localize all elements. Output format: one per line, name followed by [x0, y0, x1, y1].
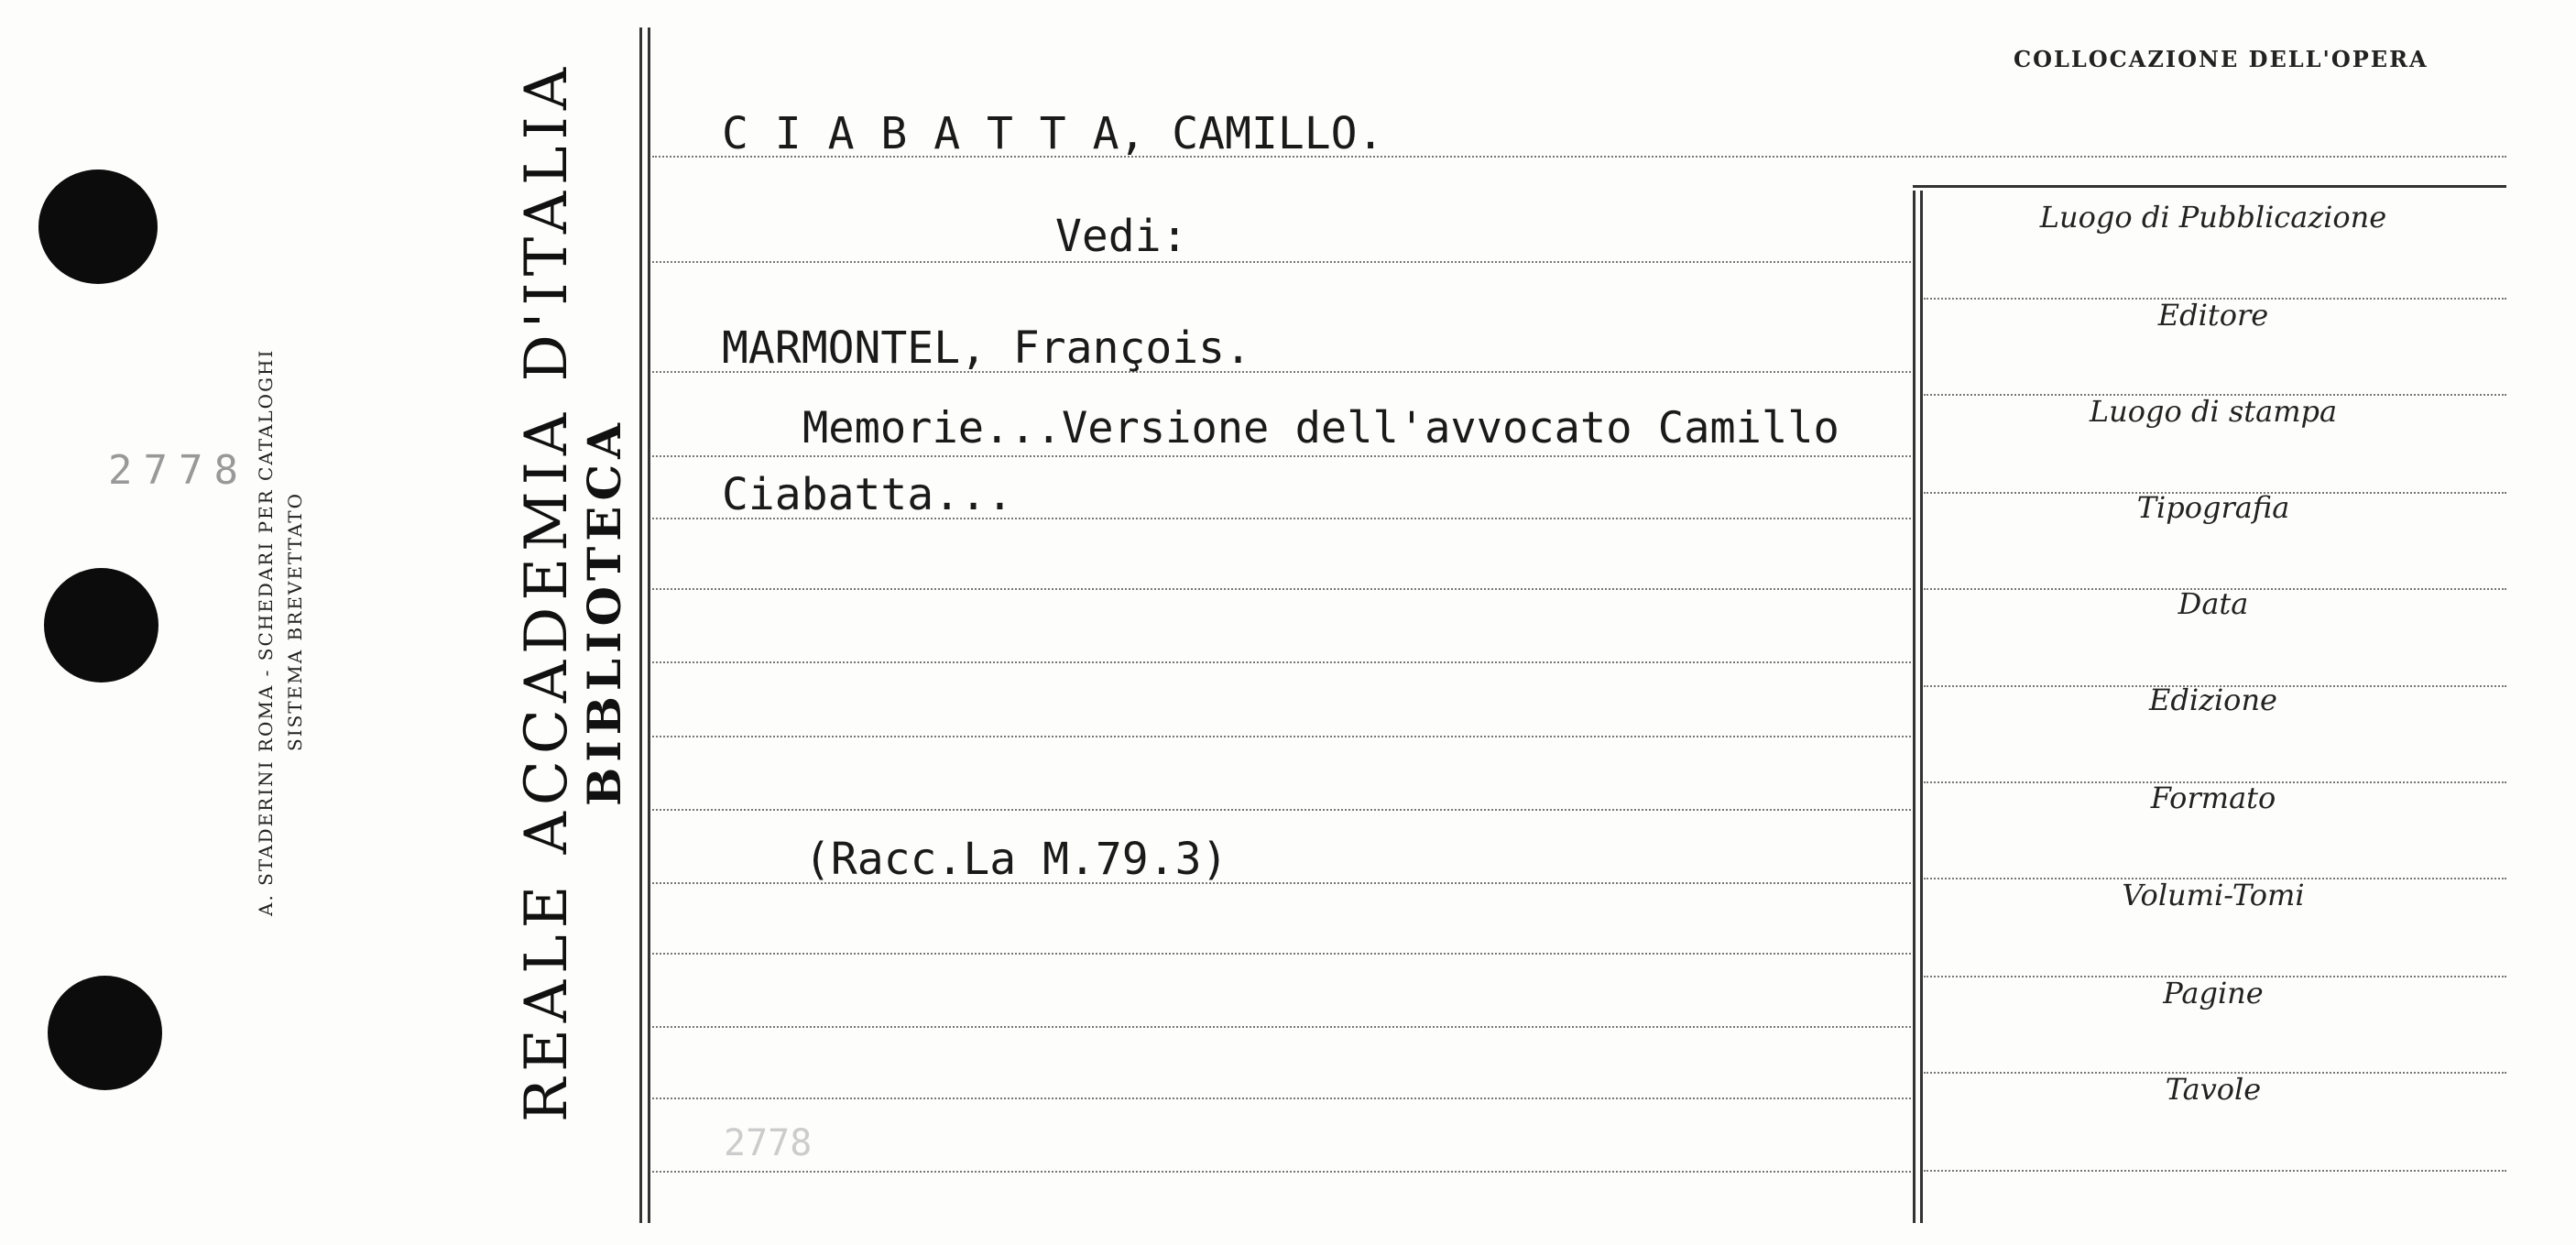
field-volumi-tomi: Volumi-Tomi	[2122, 878, 2305, 912]
field-edizione: Edizione	[2149, 683, 2277, 717]
binding-hole-bottom	[48, 976, 162, 1090]
left-margin-line	[639, 27, 642, 1223]
stamped-number: 2778	[724, 1122, 813, 1164]
institution-name: REALE ACCADEMIA D'ITALIA	[513, 60, 581, 1122]
field-tavole: Tavole	[2165, 1072, 2262, 1107]
rule	[652, 661, 1911, 663]
library-name: BIBLIOTECA	[577, 418, 631, 806]
rule	[652, 261, 1911, 263]
rule	[652, 809, 1911, 811]
rule	[652, 953, 1911, 955]
rule	[652, 1098, 1911, 1099]
field-pagine: Pagine	[2163, 976, 2264, 1010]
rule	[652, 455, 1911, 457]
printer-imprint: A. STADERINI ROMA - SCHEDARI PER CATALOGHI	[255, 348, 277, 916]
entry-heading: C I A B A T T A, CAMILLO.	[722, 108, 1384, 159]
field-data: Data	[2178, 586, 2249, 621]
author-name: MARMONTEL, François.	[722, 322, 1251, 374]
title-continuation: Ciabatta...	[722, 469, 1013, 520]
field-luogo-pubblicazione: Luogo di Pubblicazione	[2039, 200, 2387, 235]
right-panel-line	[1913, 191, 1916, 1223]
card-number: 2778	[108, 447, 249, 494]
binding-hole-middle	[44, 568, 158, 683]
field-editore: Editore	[2157, 298, 2269, 333]
rule	[652, 736, 1911, 737]
see-reference: Vedi:	[1055, 211, 1188, 262]
printer-patent: SISTEMA BREVETTATO	[284, 492, 306, 751]
field-formato: Formato	[2150, 781, 2276, 815]
rule	[652, 1171, 1911, 1173]
location-heading: COLLOCAZIONE DELL'OPERA	[2014, 46, 2429, 72]
field-tipografia: Tipografia	[2136, 490, 2290, 525]
right-panel-top-rule	[1913, 185, 2506, 188]
binding-hole-top	[38, 169, 158, 284]
title-line: Memorie...Versione dell'avvocato Camillo	[802, 403, 1839, 453]
left-margin-line-inner	[648, 27, 650, 1223]
field-luogo-stampa: Luogo di stampa	[2089, 394, 2338, 429]
rule	[652, 1026, 1911, 1028]
field-rule	[1924, 1170, 2506, 1172]
rule	[652, 588, 1911, 590]
shelfmark: (Racc.La M.79.3)	[804, 834, 1228, 885]
